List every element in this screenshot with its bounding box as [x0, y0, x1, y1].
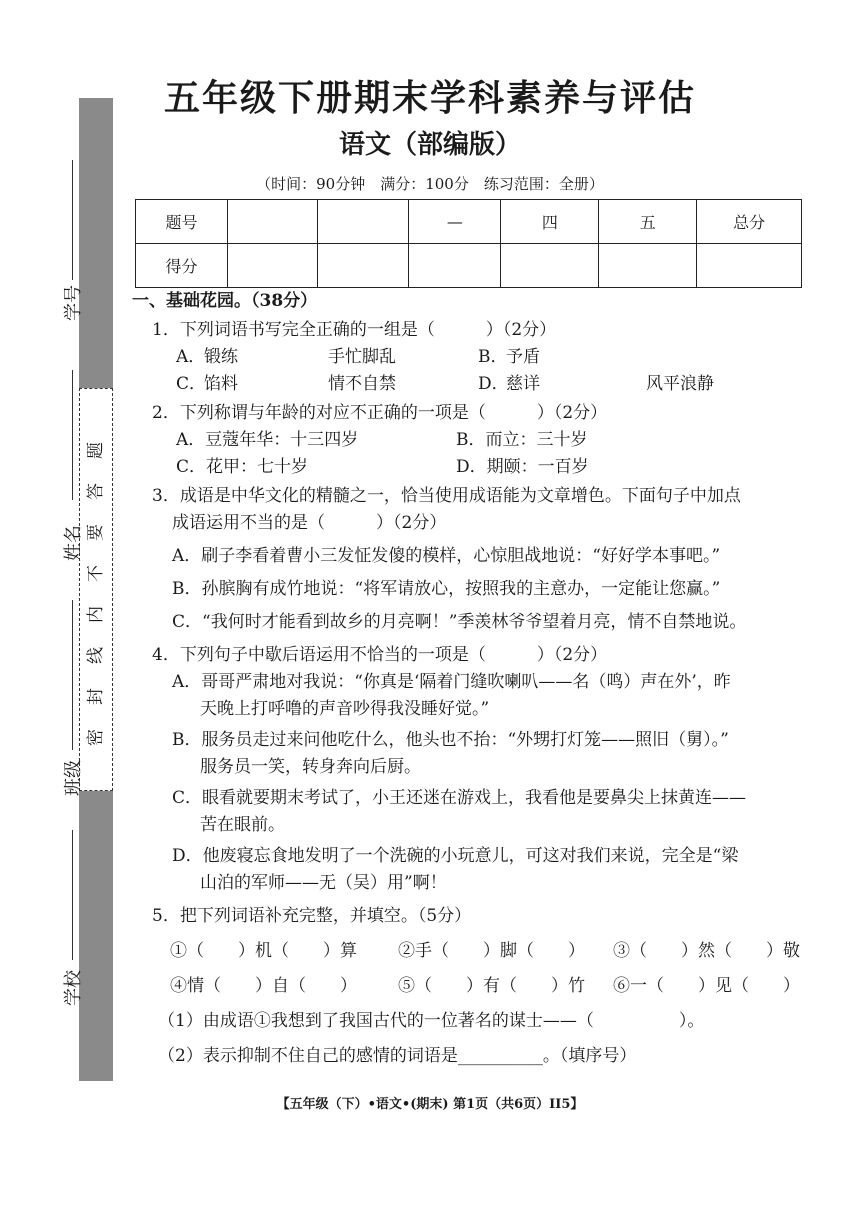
option-text: C．“我何时才能看到故乡的月亮啊！”季羡林爷爷望着月亮，情不自禁地说。	[172, 612, 747, 632]
score-cell: —	[409, 200, 501, 244]
seal-char: 线	[85, 647, 106, 664]
option-word: 情不自禁	[328, 374, 396, 394]
option-text: B．而立：三十岁	[456, 430, 588, 450]
option-word: 锻练	[204, 347, 238, 367]
question-4-stem: 4．下列句子中歇后语运用不恰当的一项是（ ）（2分）	[152, 645, 608, 665]
seal-char: 答	[85, 483, 106, 500]
option-word: 馅料	[204, 374, 238, 394]
score-cell: 五	[599, 200, 697, 244]
option-text: A．刷子李看着曹小三发怔发傻的模样，心惊胆战地说：“好好学本事吧。”	[172, 546, 721, 566]
name-line	[72, 370, 73, 500]
fill-blank-item[interactable]: ⑥一（ ）见（ ）	[613, 976, 800, 996]
school-line	[72, 830, 73, 960]
page-subtitle: 语文（部编版）	[338, 130, 521, 160]
binding-bar-bottom	[79, 791, 113, 1081]
seal-char: 不	[85, 565, 106, 582]
option-text: C．花甲：七十岁	[176, 457, 309, 477]
score-input-cell[interactable]	[227, 244, 317, 288]
school-label: 学校	[63, 970, 84, 1006]
option-word: 手忙脚乱	[328, 347, 396, 367]
seal-line-text	[79, 430, 113, 758]
exam-meta: （时间：90分钟 满分：100分 练习范围：全册）	[256, 175, 604, 193]
option-letter: B．	[478, 347, 508, 367]
seal-char: 封	[85, 688, 106, 705]
score-table	[135, 199, 802, 288]
question-2-stem: 2．下列称谓与年龄的对应不正确的一项是（ ）（2分）	[152, 403, 608, 423]
fill-blank-item[interactable]: ⑤（ ）有（ ）竹	[398, 976, 585, 996]
option-text: A．豆蔻年华：十三四岁	[176, 430, 359, 450]
question-3-stem-cont: 成语运用不当的是（ ）（2分）	[172, 513, 447, 533]
fill-blank-item[interactable]: ④情（ ）自（ ）	[170, 976, 357, 996]
option-word: 风平浪静	[646, 374, 714, 394]
question-2-options-row	[128, 454, 818, 481]
question-5-sub-1[interactable]: （1）由成语①我想到了我国古代的一位著名的谋士——（ ）。	[158, 1011, 705, 1031]
question-1-options-row	[128, 344, 818, 371]
score-cell	[227, 200, 317, 244]
option-text: A．哥哥严肃地对我说：“你真是‘隔着门缝吹喇叭——名（鸣）声在外’，昨	[172, 672, 731, 692]
option-text-cont: 苦在眼前。	[200, 815, 285, 835]
score-cell	[317, 200, 409, 244]
score-cell: 四	[501, 200, 599, 244]
option-text: B．服务员走过来问他吃什么，他头也不抬：“外甥打灯笼——照旧（舅）。”	[172, 730, 729, 750]
option-text: C．眼看就要期末考试了，小王还迷在游戏上，我看他是要鼻尖上抹黄连——	[172, 788, 747, 808]
question-5-stem: 5．把下列词语补充完整，并填空。（5分）	[152, 906, 472, 926]
name-label: 姓名	[63, 525, 84, 561]
score-input-cell[interactable]	[317, 244, 409, 288]
option-text: D．他废寝忘食地发明了一个洗碗的小玩意儿，可这对我们来说，完全是“梁	[172, 846, 739, 866]
page-title: 五年级下册期末学科素养与评估	[163, 77, 696, 119]
question-1-stem: 1．下列词语书写完全正确的一组是（ ）（2分）	[152, 320, 557, 340]
option-text-cont: 天晚上打呼噜的声音吵得我没睡好觉。”	[200, 699, 490, 719]
option-letter: C．	[176, 374, 207, 394]
question-5-sub-2[interactable]: （2）表示抑制不住自己的感情的词语是__________。（填序号）	[158, 1046, 637, 1066]
seal-char: 内	[85, 606, 106, 623]
option-text-cont: 山泊的军师——无（吴）用”啊！	[200, 873, 447, 893]
seal-char: 题	[85, 442, 106, 459]
question-5-fill-row	[128, 973, 818, 1000]
score-input-cell[interactable]	[409, 244, 501, 288]
student-id-label: 学号	[63, 285, 84, 321]
score-row-label: 得分	[136, 244, 228, 288]
question-content	[128, 288, 818, 1070]
score-cell: 总分	[697, 200, 802, 244]
option-word: 慈详	[506, 374, 540, 394]
option-text: B．孙膑胸有成竹地说：“将军请放心，按照我的主意办，一定能让您赢。”	[172, 579, 721, 599]
option-text: D．期颐：一百岁	[456, 457, 589, 477]
section-heading: 一、基础花园。（38分）	[132, 291, 318, 311]
question-5-fill-row	[128, 938, 818, 965]
option-word: 予盾	[506, 347, 540, 367]
question-1-options-row	[128, 371, 818, 398]
class-line	[72, 600, 73, 750]
seal-char: 要	[85, 524, 106, 541]
score-table-header-row	[136, 200, 802, 244]
option-letter: D．	[478, 374, 509, 394]
page-footer: 【五年级（下）•语文•(期末) 第1页（共6页）II5】	[276, 1097, 584, 1112]
fill-blank-item[interactable]: ①（ ）机（ ）算	[170, 941, 357, 961]
fill-blank-item[interactable]: ②手（ ）脚（ ）	[398, 941, 585, 961]
fill-blank-item[interactable]: ③（ ）然（ ）敬	[613, 941, 800, 961]
score-input-cell[interactable]	[697, 244, 802, 288]
class-label: 班级	[63, 760, 84, 796]
option-letter: A．	[176, 347, 206, 367]
seal-char: 密	[85, 729, 106, 746]
score-table-score-row	[136, 244, 802, 288]
score-input-cell[interactable]	[599, 244, 697, 288]
score-input-cell[interactable]	[501, 244, 599, 288]
score-cell: 题号	[136, 200, 228, 244]
question-2-options-row	[128, 427, 818, 454]
question-3-stem: 3．成语是中华文化的精髓之一，恰当使用成语能为文章增色。下面句子中加点	[152, 486, 741, 506]
option-text-cont: 服务员一笑，转身奔向后厨。	[200, 757, 421, 777]
